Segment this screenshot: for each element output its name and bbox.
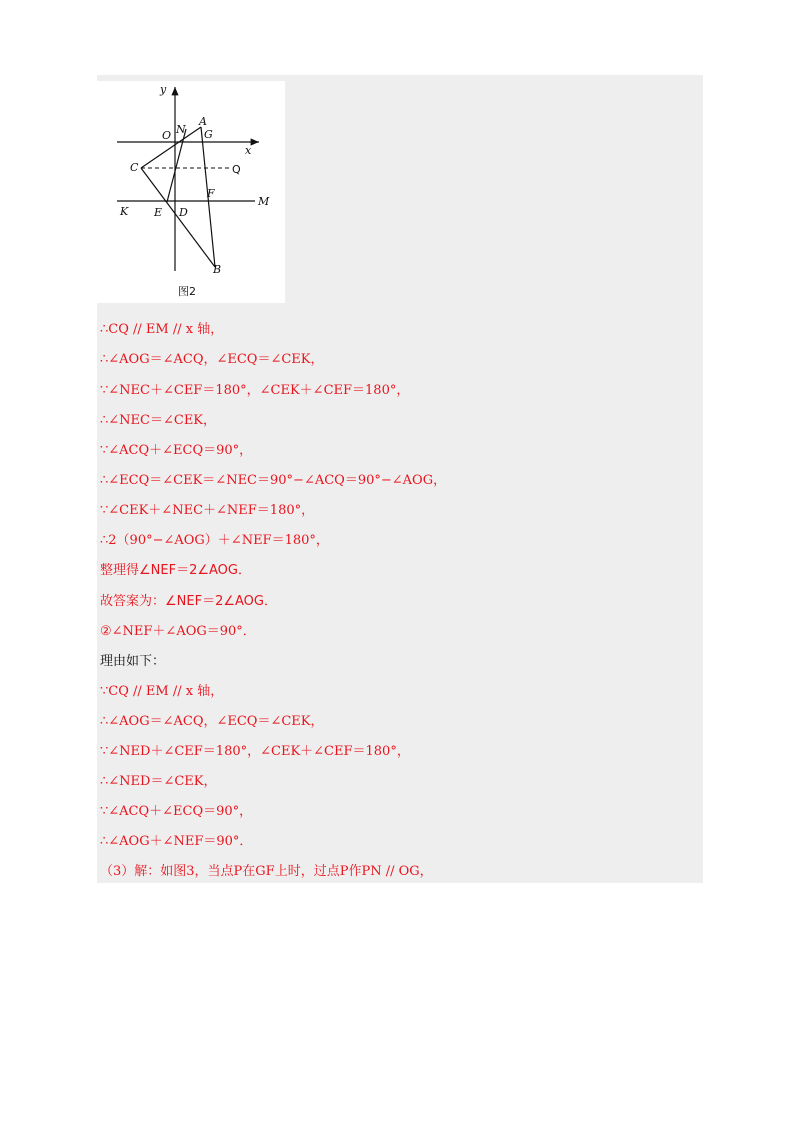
solution-line-9: 整理得∠NEF＝2∠AOG．	[100, 563, 251, 578]
figure-svg	[97, 81, 285, 303]
solution-line-11: ②∠NEF＋∠AOG＝90°．	[100, 624, 256, 639]
solution-line-18: ∴∠AOG＋∠NEF＝90°．	[100, 834, 253, 849]
solution-line-5: ∵∠ACQ＋∠ECQ＝90°，	[100, 443, 253, 458]
label-g: G	[204, 128, 213, 141]
figure-caption: 图2	[178, 285, 196, 298]
label-x: x	[245, 144, 252, 157]
label-f: F	[207, 187, 215, 200]
solution-line-2: ∴∠AOG＝∠ACQ，∠ECQ＝∠CEK，	[100, 352, 324, 367]
label-e: E	[154, 206, 163, 219]
label-b: B	[213, 263, 222, 276]
solution-line-17: ∵∠ACQ＋∠ECQ＝90°，	[100, 804, 253, 819]
label-k: K	[120, 205, 129, 218]
solution-line-13: ∵CQ // EM // x 轴，	[100, 684, 224, 699]
solution-line-7: ∵∠CEK＋∠NEC＋∠NEF＝180°，	[100, 503, 315, 518]
label-y: y	[160, 83, 167, 96]
solution-line-19: （3）解：如图3，当点P在GF上时，过点P作PN // OG，	[100, 864, 433, 879]
label-m: M	[258, 195, 270, 208]
label-d: D	[179, 206, 188, 219]
label-a: A	[199, 115, 207, 128]
solution-line-6: ∴∠ECQ＝∠CEK＝∠NEC＝90°−∠ACQ＝90°−∠AOG，	[100, 473, 447, 488]
segment-cb	[141, 168, 215, 267]
geometry-figure	[97, 81, 285, 303]
solution-line-15: ∵∠NED＋∠CEF＝180°，∠CEK＋∠CEF＝180°，	[100, 744, 410, 759]
label-n: N	[176, 123, 186, 136]
solution-line-10: 故答案为：∠NEF＝2∠AOG．	[100, 594, 277, 609]
solution-line-14: ∴∠AOG＝∠ACQ，∠ECQ＝∠CEK，	[100, 714, 324, 729]
solution-line-12: 理由如下：	[100, 654, 166, 669]
label-c: C	[130, 161, 139, 174]
solution-line-3: ∵∠NEC＋∠CEF＝180°，∠CEK＋∠CEF＝180°，	[100, 383, 410, 398]
solution-line-16: ∴∠NED＝∠CEK，	[100, 774, 217, 789]
label-q: Q	[232, 163, 241, 176]
solution-line-1: ∴CQ // EM // x 轴，	[100, 322, 224, 337]
solution-line-4: ∴∠NEC＝∠CEK，	[100, 413, 217, 428]
label-o: O	[162, 129, 172, 142]
solution-line-8: ∴2（90°−∠AOG）＋∠NEF＝180°，	[100, 533, 329, 548]
